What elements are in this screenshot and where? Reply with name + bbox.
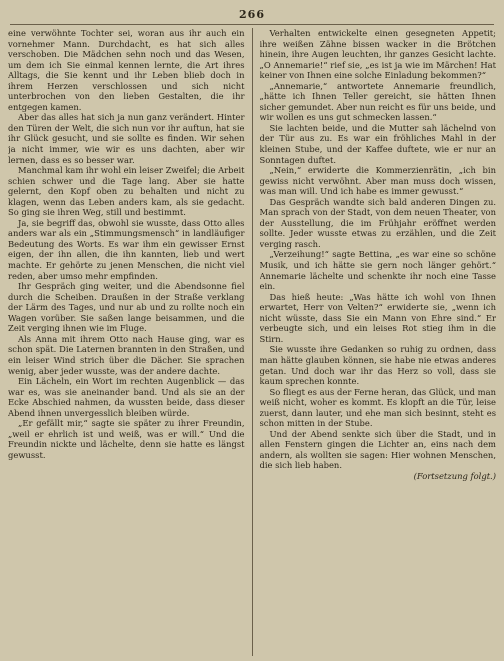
paragraph: Aber das alles hat sich ja nun ganz verändert. Hinter den Türen der Welt, die sich nun vor ihr auftun, hat sie ihr Glück gesucht, und sie sollte es finden. Wir sehen ja nicht immer, wie wir es uns dachten, aber wir lernen, dass es so besser war.: [8, 112, 245, 165]
paragraph: „Er gefällt mir,“ sagte sie später zu ihrer Freundin, „weil er ehrlich ist und weiß, was er will.“ Und die Freundin nickte und lächelte, denn sie hatte es längst gewusst.: [8, 418, 245, 460]
paragraph: „Verzeihung!“ sagte Bettina, „es war eine so schöne Musik, und ich hätte sie gern noch länger gehört.“ Annemarie lächelte und schenkte ihr noch eine Tasse ein.: [259, 249, 496, 292]
page-header: [10, 8, 494, 25]
paragraph: Das hieß heute: „Was hätte ich wohl von Ihnen erwartet, Herr von Velten?“ erwiderte sie, „wenn ich nicht wüsste, dass Sie ein Mann von Ehre sind.“ Er verbeugte sich, und ein leises Rot stieg ihm in die Stirn.: [259, 291, 496, 344]
paragraph: Ein Lächeln, ein Wort im rechten Augenblick — das war es, was sie aneinander band. Und als sie an der Ecke Abschied nahmen, da wussten beide, dass dieser Abend ihnen unvergesslich bleiben würde.: [8, 376, 245, 418]
column-divider: [252, 28, 253, 656]
paragraph: „Nein,“ erwiderte die Kommerzienrätin, „ich bin gewiss nicht verwöhnt. Aber man muss doch wissen, was man will. Und ich habe es immer gewusst.“: [259, 165, 496, 197]
paragraph: Verhalten entwickelte einen gesegneten Appetit; ihre weißen Zähne bissen wacker in die Brötchen hinein, ihre Augen leuchten, ihr ganzes Gesicht lachte. „O Annemarie!“ rief sie, „es ist ja wie im Märchen! Hat keiner von Ihnen eine solche Einladung bekommen?“: [259, 28, 496, 81]
paragraph: Sie wusste ihre Gedanken so ruhig zu ordnen, dass man hätte glauben können, sie habe nie etwas anderes getan. Und doch war ihr das Herz so voll, dass sie kaum sprechen konnte.: [259, 344, 496, 387]
paragraph: Ihr Gespräch ging weiter, und die Abendsonne fiel durch die Scheiben. Draußen in der Straße verklang der Lärm des Tages, und nur ab und zu rollte noch ein Wagen vorüber. Sie saßen lange beisammen, und die Zeit verging ihnen wie im Fluge.: [8, 281, 245, 334]
paragraph: Ja, sie begriff das, obwohl sie wusste, dass Otto alles anders war als ein „Stimmungsmensch“ in landläufiger Bedeutung des Worts. Es war ihm ein gewisser Ernst eigen, der ihn allen, die ihn kannten, lieb und wert machte. Er gehörte zu jenen Menschen, die nicht viel reden, aber umso mehr empfinden.: [8, 217, 245, 281]
left-column: [8, 28, 245, 656]
continuation-note: (Fortsetzung folgt.): [413, 470, 496, 481]
paragraph: eine verwöhnte Tochter sei, woran aus ihr auch ein vornehmer Mann. Durchdacht, es hat sich alles verschoben. Die Mädchen sehn noch und das Wesen, um dem ich Sie einmal kennen lernte, die Art ihres Alltags, die Sie kennt und ihr Leben blieb doch in ihrem Herzen verschlossen und sich nicht unterbrochen von den lieben Gestalten, die ihr entgegen kamen.: [8, 28, 245, 112]
paragraph: Und der Abend senkte sich über die Stadt, und in allen Fenstern gingen die Lichter an, eins nach dem andern, als wollten sie sagen: Hier wohnen Menschen, die sich lieb haben.: [259, 428, 496, 471]
text-columns: [8, 28, 496, 656]
paragraph: Manchmal kam ihr wohl ein leiser Zweifel; die Arbeit schien schwer und die Tage lang. Aber sie hatte gelernt, den Kopf oben zu behalten und nicht zu klagen, wenn das Leben anders kam, als sie gedacht. So ging sie ihren Weg, still und bestimmt.: [8, 165, 245, 218]
paragraph: Das Gespräch wandte sich bald anderen Dingen zu. Man sprach von der Stadt, von dem neuen Theater, von der Ausstellung, die im Frühjahr eröffnet werden sollte. Jeder wusste etwas zu erzählen, und die Zeit verging rasch.: [259, 196, 496, 249]
paragraph: Sie lachten beide, und die Mutter sah lächelnd von der Tür aus zu. Es war ein fröhliches Mahl in der kleinen Stube, und der Kaffee duftete, wie er nur an Sonntagen duftet.: [259, 122, 496, 165]
page-number: 266: [239, 8, 265, 21]
paragraph: Als Anna mit ihrem Otto nach Hause ging, war es schon spät. Die Laternen brannten in den Straßen, und ein leiser Wind strich über die Dächer. Sie sprachen wenig, aber jeder wusste, was der andere dachte.: [8, 333, 245, 376]
right-column: [260, 28, 497, 656]
paragraph: So fliegt es aus der Ferne heran, das Glück, und man weiß nicht, woher es kommt. Es klopft an die Tür, leise zuerst, dann lauter, und ehe man sich besinnt, steht es schon mitten in der Stube.: [259, 386, 496, 429]
paragraph: „Annemarie,“ antwortete Annemarie freundlich, „hätte ich Ihnen Teller gereicht, sie hätten Ihnen sicher gemundet. Aber nun reicht es für uns beide, und wir wollen es uns gut schmecken lassen.“: [259, 80, 496, 123]
